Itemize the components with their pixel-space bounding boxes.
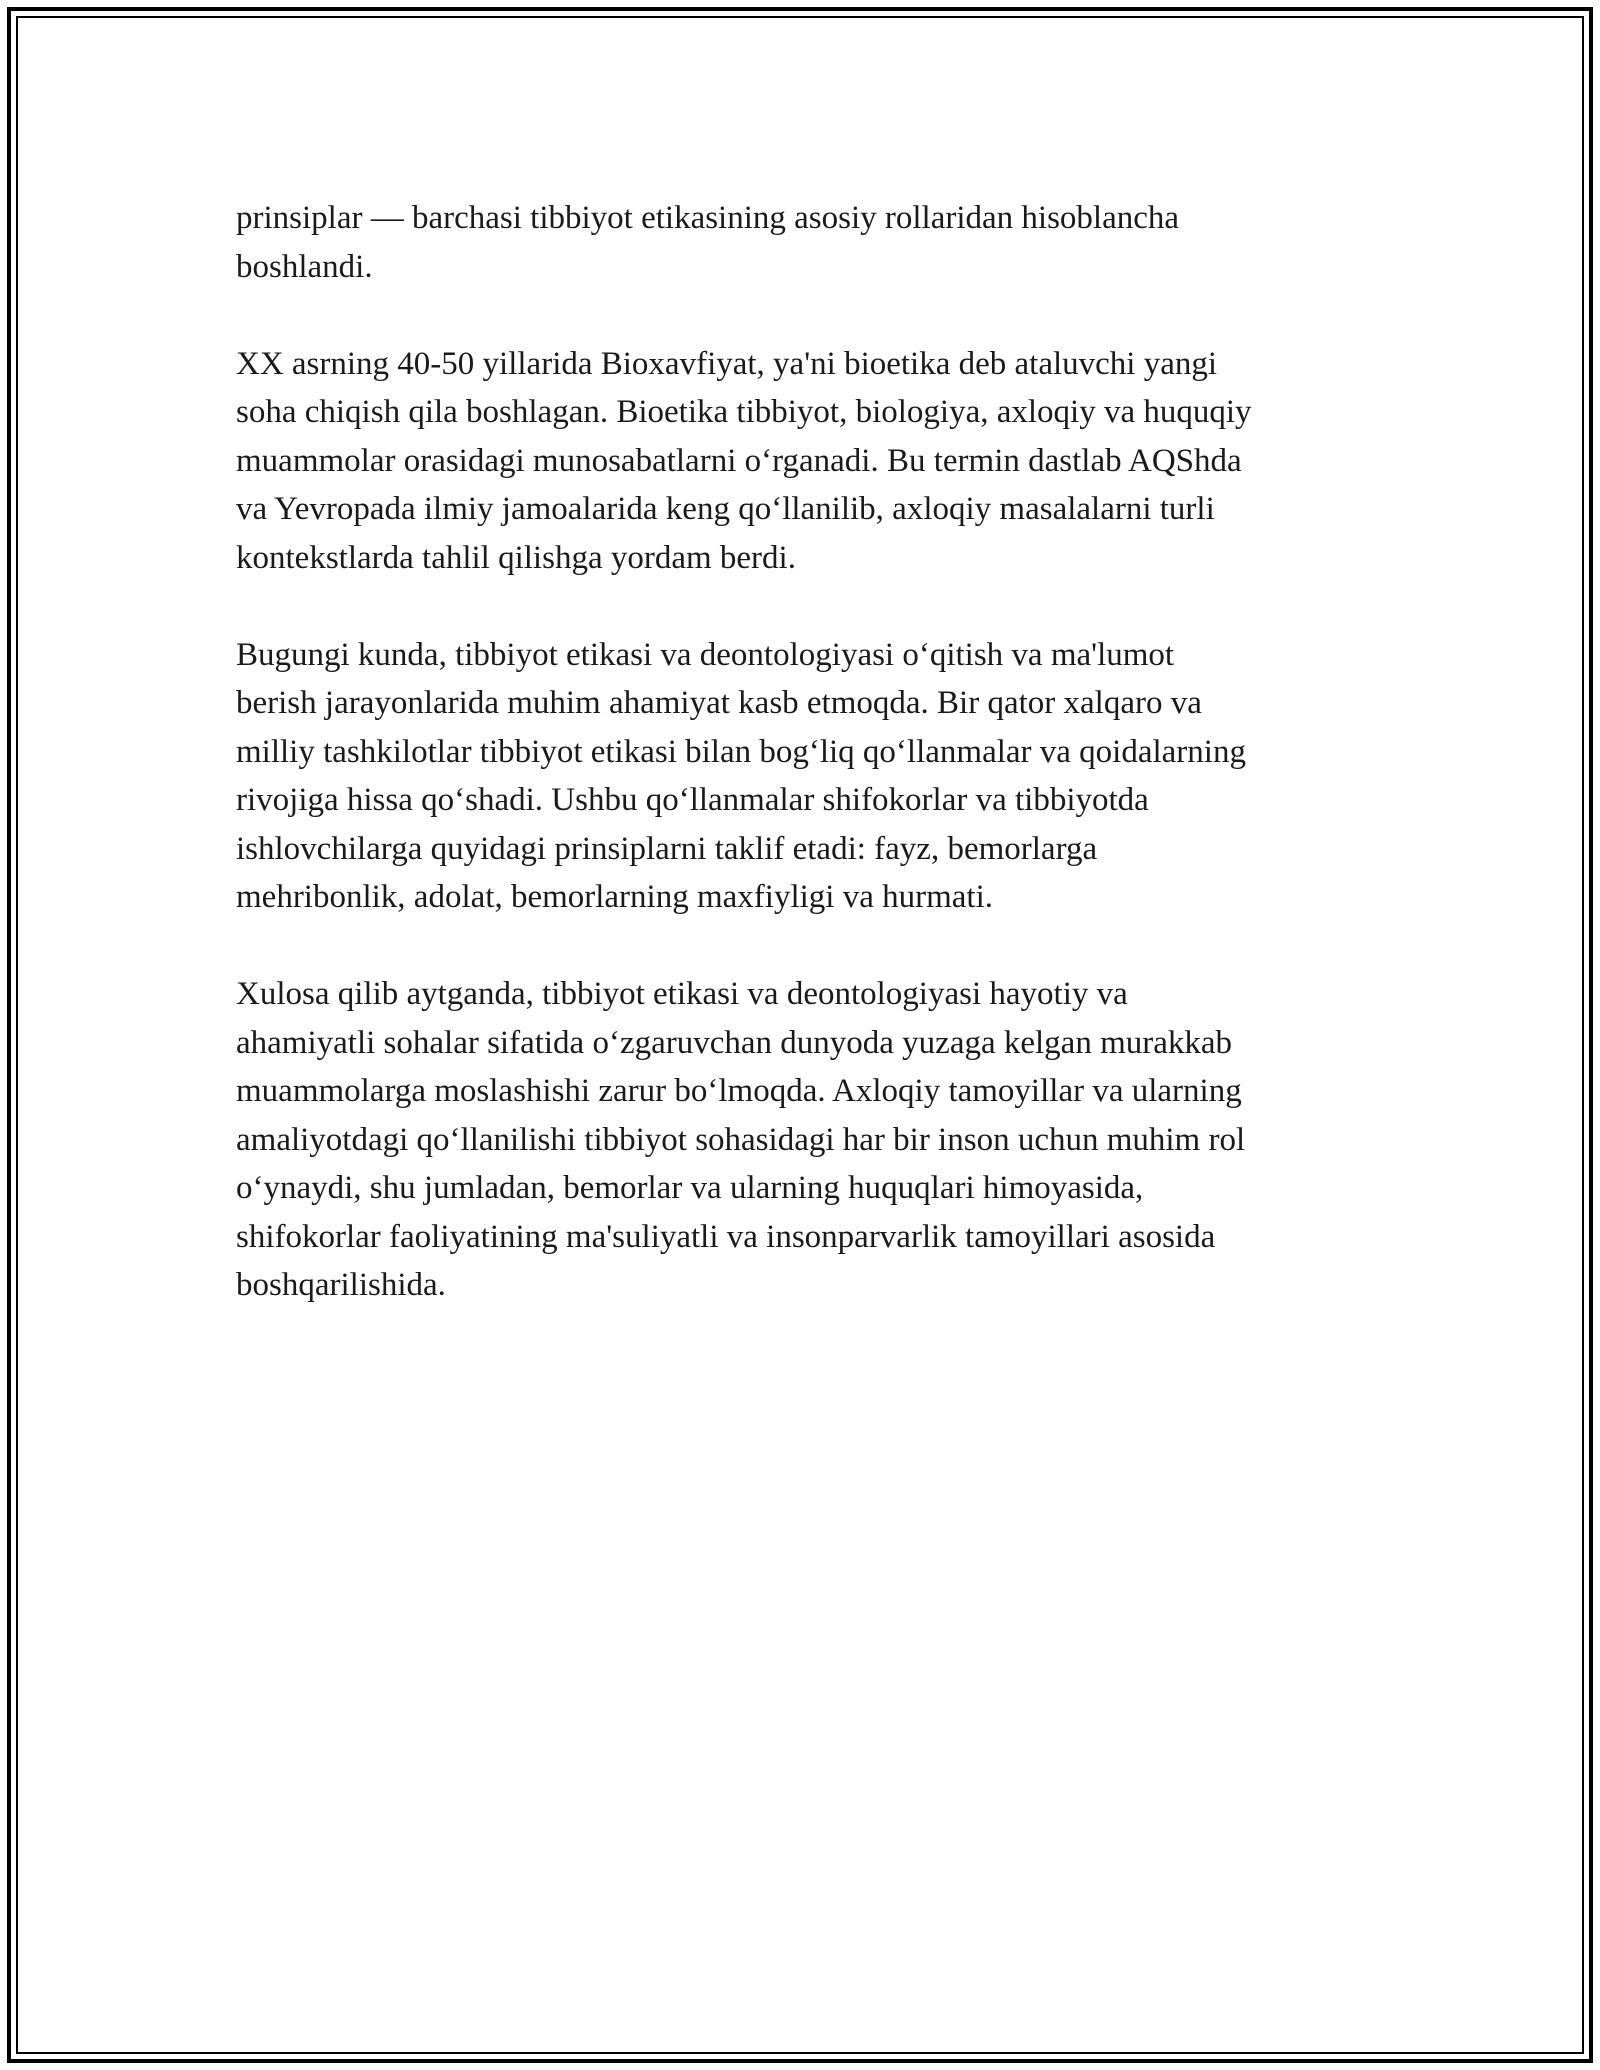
text-line: boshlandi. xyxy=(236,248,373,285)
text-line: rivojiga hissa qoʻshadi. Ushbu qoʻllanmalar shifokorlar va tibbiyotda xyxy=(236,782,1149,818)
text-line: soha chiqish qila boshlagan. Bioetika tibbiyot, biologiya, axloqiy va huquqiy xyxy=(236,394,1252,430)
text-line: muammolar orasidagi munosabatlarni oʻrganadi. Bu termin dastlab AQShda xyxy=(236,442,1242,479)
paragraph-bioethics xyxy=(236,340,1386,583)
text-line: Bugungi kunda, tibbiyot etikasi va deontologiyasi oʻqitish va ma'lumot xyxy=(236,636,1175,673)
text-line: berish jarayonlarida muhim ahamiyat kasb etmoqda. Bir qator xalqaro va xyxy=(236,685,1202,721)
text-line: amaliyotdagi qoʻllanilishi tibbiyot sohasidagi har bir inson uchun muhim rol xyxy=(236,1121,1246,1158)
text-line: muammolarga moslashishi zarur boʻlmoqda. Axloqiy tamoyillar va ularning xyxy=(236,1073,1242,1109)
text-line: XX asrning 40-50 yillarida Bioxavfiyat, ya'ni bioetika deb ataluvchi yangi xyxy=(236,345,1218,382)
text-line: ahamiyatli sohalar sifatida oʻzgaruvchan dunyoda yuzaga kelgan murakkab xyxy=(236,1024,1233,1061)
text-line: mehribonlik, adolat, bemorlarning maxfiyligi va hurmati. xyxy=(236,879,993,915)
text-line: kontekstlarda tahlil qilishga yordam berdi. xyxy=(236,539,796,576)
text-line: prinsiplar — barchasi tibbiyot etikasining asosiy rollaridan hisoblancha xyxy=(236,200,1180,236)
document-page xyxy=(7,7,1593,2063)
text-line: oʻynaydi, shu jumladan, bemorlar va ularning huquqlari himoyasida, xyxy=(236,1170,1144,1206)
document-body xyxy=(236,194,1386,1310)
text-line: Xulosa qilib aytganda, tibbiyot etikasi va deontologiyasi hayotiy va xyxy=(236,976,1128,1012)
text-line: va Yevropada ilmiy jamoalarida keng qoʻllanilib, axloqiy masalalarni turli xyxy=(236,491,1215,527)
paragraph-modern-ethics xyxy=(236,631,1386,922)
paragraph-principles-continuation xyxy=(236,194,1386,291)
text-line: milliy tashkilotlar tibbiyot etikasi bilan bogʻliq qoʻllanmalar va qoidalarning xyxy=(236,733,1246,770)
text-line: boshqarilishida. xyxy=(236,1267,446,1303)
text-line: shifokorlar faoliyatining ma'suliyatli va insonparvarlik tamoyillari asosida xyxy=(236,1218,1216,1255)
paragraph-conclusion xyxy=(236,970,1386,1310)
text-line: ishlovchilarga quyidagi prinsiplarni taklif etadi: fayz, bemorlarga xyxy=(236,830,1098,867)
